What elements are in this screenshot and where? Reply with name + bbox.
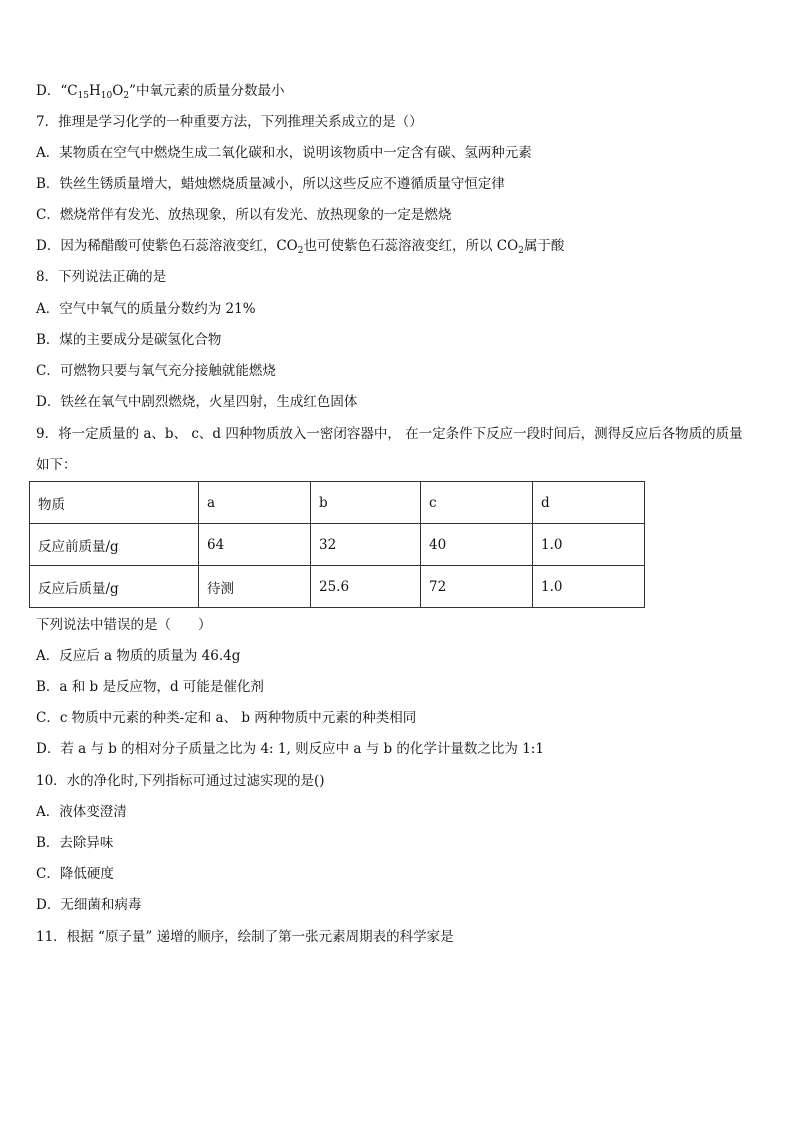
q7d-text-b: 也可使紫色石蕊溶液变红，所以 CO xyxy=(303,238,519,254)
table-cell: 32 xyxy=(311,524,421,566)
q10-option-d: D．无细菌和病毒 xyxy=(36,897,142,913)
table-cell: 物质 xyxy=(30,482,199,524)
table-cell: 反应前质量/g xyxy=(30,524,199,566)
q9-stem: 9．将一定质量的 a、b、 c、d 四种物质放入一密闭容器中， 在一定条件下反应一段时间后，测得反应后各物质的质量 xyxy=(36,426,743,442)
q7-stem: 7．推理是学习化学的一种重要方法，下列推理关系成立的是（） xyxy=(36,114,423,130)
q6d-text-h: H xyxy=(89,83,101,99)
q8-option-c: C．可燃物只要与氧气充分接触就能燃烧 xyxy=(36,363,276,379)
q7-option-c: C．燃烧常伴有发光、放热现象，所以有发光、放热现象的一定是燃烧 xyxy=(36,207,452,223)
table-cell: b xyxy=(311,482,421,524)
q6-option-d xyxy=(36,82,284,100)
q7d-sub-1: 2 xyxy=(297,246,304,256)
table-row xyxy=(30,566,645,608)
table-cell: 1.0 xyxy=(533,566,645,608)
table-cell: 25.6 xyxy=(311,566,421,608)
q6d-sub-15: 15 xyxy=(77,91,90,101)
q10-option-c: C．降低硬度 xyxy=(36,866,114,882)
q8-stem: 8．下列说法正确的是 xyxy=(36,269,167,285)
q8-option-d: D．铁丝在氧气中剧烈燃烧，火星四射，生成红色固体 xyxy=(36,394,358,410)
q9-option-d: D．若 a 与 b 的相对分子质量之比为 4: 1, 则反应中 a 与 b 的化学计量数之比为 1:1 xyxy=(36,741,544,757)
table-cell: 64 xyxy=(199,524,311,566)
table-cell: 72 xyxy=(421,566,533,608)
q7-option-d xyxy=(36,237,564,255)
q7d-sub-2: 2 xyxy=(518,246,524,256)
table-cell: 反应后质量/g xyxy=(30,566,199,608)
table-cell: c xyxy=(421,482,533,524)
q7d-text-a: D．因为稀醋酸可使紫色石蕊溶液变红，CO xyxy=(36,238,298,254)
q7-option-b: B．铁丝生锈质量增大，蜡烛燃烧质量减小，所以这些反应不遵循质量守恒定律 xyxy=(36,176,505,192)
q9-stem-cont: 如下： xyxy=(36,457,77,473)
q10-option-b: B．去除异味 xyxy=(36,835,114,851)
table-row xyxy=(30,524,645,566)
mass-table xyxy=(29,481,645,608)
table-cell: 40 xyxy=(421,524,533,566)
table-cell: a xyxy=(199,482,311,524)
table-cell: 1.0 xyxy=(533,524,645,566)
q8-option-a: A．空气中氧气的质量分数约为 21% xyxy=(36,301,256,317)
q6d-text-a: D．“C xyxy=(36,83,78,99)
table-cell: 待测 xyxy=(199,566,311,608)
q6d-text-o: O xyxy=(112,83,124,99)
table-row xyxy=(30,482,645,524)
q7-option-a: A．某物质在空气中燃烧生成二氧化碳和水，说明该物质中一定含有碳、氢两种元素 xyxy=(36,145,532,161)
q7d-text-c: 属于酸 xyxy=(523,238,565,254)
q6d-sub-10: 10 xyxy=(100,91,113,101)
q8-option-b: B．煤的主要成分是碳氢化合物 xyxy=(36,332,222,348)
q6d-sub-2: 2 xyxy=(123,91,130,101)
table-cell: d xyxy=(533,482,645,524)
q10-stem: 10．水的净化时,下列指标可通过过滤实现的是() xyxy=(36,773,325,789)
q11-stem: 11．根据 “原子量” 递增的顺序，绘制了第一张元素周期表的科学家是 xyxy=(36,929,454,945)
q9-option-b: B．a 和 b 是反应物，d 可能是催化剂 xyxy=(36,679,264,695)
q9-question: 下列说法中错误的是（ ） xyxy=(36,617,212,633)
q9-option-c: C．c 物质中元素的种类-定和 a、 b 两种物质中元素的种类相同 xyxy=(36,710,417,726)
q9-option-a: A．反应后 a 物质的质量为 46.4g xyxy=(36,648,241,664)
q10-option-a: A．液体变澄清 xyxy=(36,804,127,820)
q6d-text-b: ”中氧元素的质量分数最小 xyxy=(129,83,285,99)
